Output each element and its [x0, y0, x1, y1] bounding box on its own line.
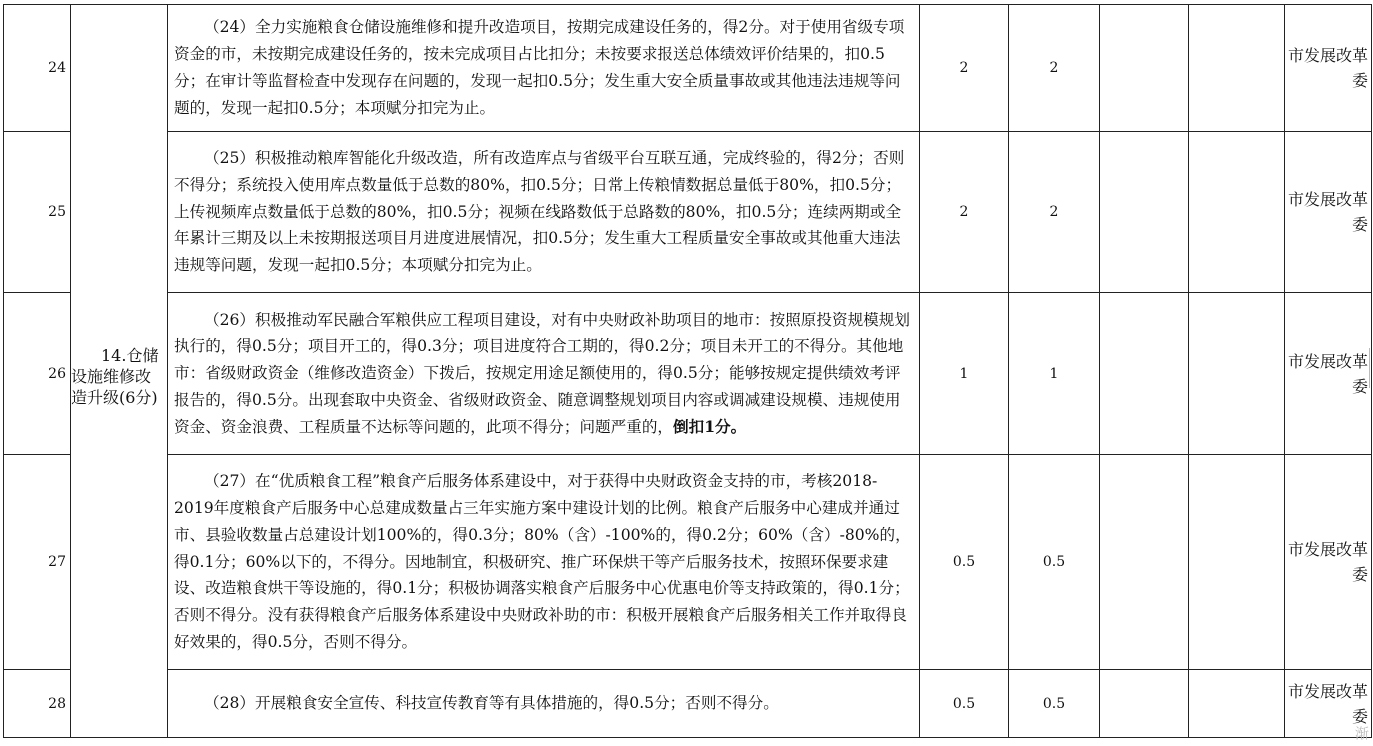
watermark: 渐 — [1353, 726, 1369, 742]
dept-label: 市发展改革委 — [1288, 46, 1369, 90]
criteria-cell — [168, 455, 920, 670]
score-cell-2: 0.5 — [1009, 670, 1100, 738]
dept-cell — [1285, 5, 1372, 132]
criteria-cell — [168, 5, 920, 132]
empty-cell — [1189, 670, 1285, 738]
table-row — [4, 5, 1372, 132]
scoring-table — [3, 4, 1372, 738]
dept-label: 市发展改革委 — [1288, 190, 1369, 234]
empty-cell — [1189, 132, 1285, 293]
row-number: 24 — [4, 5, 71, 132]
criteria-text — [174, 307, 913, 441]
row-number: 25 — [4, 132, 71, 293]
empty-cell — [1189, 5, 1285, 132]
row-number: 27 — [4, 455, 71, 670]
empty-cell — [1100, 670, 1189, 738]
criteria-text: （25）积极推动粮库智能化升级改造，所有改造库点与省级平台互联互通，完成终验的，得2分；否则不得分；系统投入使用库点数量低于总数的80%，扣0.5分；日常上传粮情数据总量低于80%，扣0.5分；上传视频库点数量低于总数的80%，扣0.5分；视频在线路数低于总路数的80%，扣0.5分；连续两期或全年累计三期及以上未按期报送项目月进度进展情况，扣0.5分；发生重大工程质量安全事故或其他重大违法违规等问题，发现一起扣0.5分；本项赋分扣完为止。 — [174, 149, 905, 275]
row-number: 26 — [4, 293, 71, 455]
table-row — [4, 455, 1372, 670]
table-row — [4, 293, 1372, 455]
criteria-cell — [168, 293, 920, 455]
empty-cell — [1189, 455, 1285, 670]
dept-label: 市发展改革委 — [1288, 681, 1369, 726]
category-cell — [71, 5, 168, 738]
criteria-cell — [168, 670, 920, 738]
empty-cell — [1100, 132, 1189, 293]
score-cell: 2 — [920, 132, 1009, 293]
dept-label: 市发展改革委 — [1288, 540, 1369, 584]
score-cell: 2 — [920, 5, 1009, 132]
score-cell-2: 2 — [1009, 5, 1100, 132]
dept-cell — [1285, 455, 1372, 670]
dept-cell — [1285, 293, 1372, 455]
criteria-text-main: （26）积极推动军民融合军粮供应工程项目建设，对有中央财政补助项目的地市：按照原投资规模规划执行的，得0.5分；项目开工的，得0.3分；项目进度符合工期的，得0.2分；项目未开工的不得分。其他地市：省级财政资金（维修改造资金）下拨后，按规定用途足额使用的，得0.5分；能够按规定提供绩效考评报告的，得0.5分。出现套取中央资金、省级财政资金、随意调整规划项目内容或调减建设规模、违规使用资金、资金浪费、工程质量不达标等问题的，此项不得分；问题严重的， — [174, 310, 910, 436]
page-edge-mark — [1369, 348, 1373, 388]
category-label: 14.仓储设施维修改造升级(6分) — [71, 345, 159, 407]
row-number: 28 — [4, 670, 71, 738]
score-cell-2: 0.5 — [1009, 455, 1100, 670]
empty-cell — [1189, 293, 1285, 455]
score-cell: 1 — [920, 293, 1009, 455]
table-row — [4, 132, 1372, 293]
criteria-text-bold: 倒扣1分。 — [673, 416, 747, 436]
criteria-text: （24）全力实施粮食仓储设施维修和提升改造项目，按期完成建设任务的，得2分。对于使用省级专项资金的市，未按期完成建设任务的，按未完成项目占比扣分；未按要求报送总体绩效评价结果的，扣0.5分；在审计等监督检查中发现存在问题的，发现一起扣0.5分；发生重大安全质量事故或其他违法违规等问题的，发现一起扣0.5分；本项赋分扣完为止。 — [174, 18, 905, 117]
criteria-text: （28）开展粮食安全宣传、科技宣传教育等有具体措施的，得0.5分；否则不得分。 — [204, 694, 779, 713]
empty-cell — [1100, 5, 1189, 132]
criteria-cell — [168, 132, 920, 293]
score-cell: 0.5 — [920, 670, 1009, 738]
table-row — [4, 670, 1372, 738]
score-cell-2: 1 — [1009, 293, 1100, 455]
empty-cell — [1100, 455, 1189, 670]
dept-cell — [1285, 132, 1372, 293]
score-cell: 0.5 — [920, 455, 1009, 670]
empty-cell — [1100, 293, 1189, 455]
criteria-text: （27）在“优质粮食工程”粮食产后服务体系建设中，对于获得中央财政资金支持的市，考核2018-2019年度粮食产后服务中心总建成数量占三年实施方案中建设计划的比例。粮食产后服务中心建成并通过市、县验收数量占总建设计划100%的，得0.3分；80%（含）-100%的，得0.2分；60%（含）-80%的，得0.1分；60%以下的，不得分。因地制宜，积极研究、推广环保烘干等产后服务技术，按照环保要求建设、改造粮食烘干等设施的，得0.1分；积极协调落实粮食产后服务中心优惠电价等支持政策的，得0.1分；否则不得分。没有获得粮食产后服务体系建设中央财政补助的市：积极开展粮食产后服务相关工作并取得良好效果的，得0.5分，否则不得分。 — [174, 472, 911, 651]
dept-label: 市发展改革委 — [1288, 351, 1369, 396]
score-cell-2: 2 — [1009, 132, 1100, 293]
